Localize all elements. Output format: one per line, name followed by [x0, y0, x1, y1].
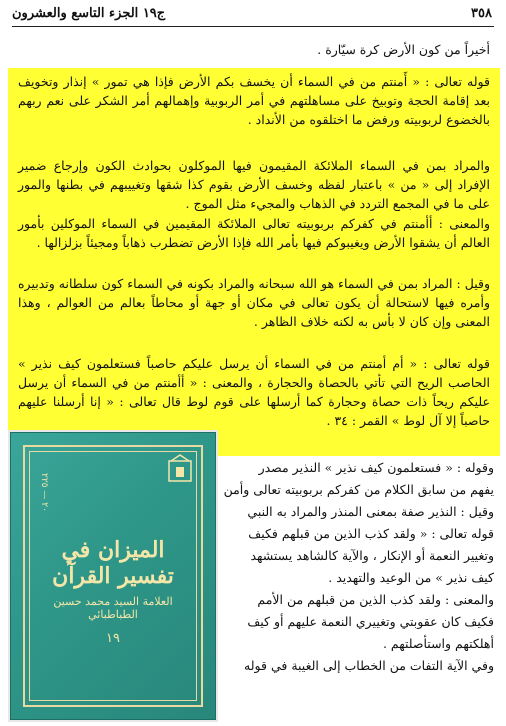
- book-cover-image: [10, 432, 216, 720]
- lower-line: فكيف كان عقوبتي وتغييري النعمة عليهم أو كيف: [247, 614, 494, 629]
- publisher-emblem-icon: [167, 453, 193, 483]
- cover-title-block: [41, 537, 185, 646]
- lower-line: والمعنى : ولقد كذب الذين من قبلهم من الأمم: [257, 592, 494, 607]
- paragraph-2: والمراد بمن في السماء الملائكة المقيمون فيها الموكلون بحوادث الكون وإرجاع ضمير الإفراد إلى « من » باعتبار لفظه وخسف الأرض بقوم كذا شقها وتغييبهم في بطنها والمور على ما في المجمع التردد في الذهاب والمجيء مثل الموج .: [18, 158, 490, 211]
- lower-line: كيف نذير » من الوعيد والتهديد .: [328, 570, 494, 585]
- page-number: ٣٥٨: [471, 6, 492, 21]
- paragraph-3: والمعنى : أأمنتم في كفركم بربوبيته تعالى الملائكة المقيمين في السماء الموكلين بأمور العالم أن يشقوا الأرض ويغيبوكم فيها بأمر الله فإذا الأرض تضطرب ذهاباً ومجيئاً بزلزالها .: [18, 216, 490, 250]
- paragraph-5: قوله تعالى : « أم أمنتم من في السماء أن يرسل عليكم حاصباً فستعلمون كيف نذير » الحاصب الريح التي تأتي بالحصاة والحجارة ، والمعنى : « أأمنتم من في السماء أن يرسل عليكم ريحاً ذات حصاة وحجارة كما أرسلها على قوم لوط قال تعالى : « إنا أرسلنا عليهم حاصباً إلا آل لوط » القمر : ٣٤ .: [18, 356, 490, 428]
- intro-line: أخيراً من كون الأرض كرة سيّارة .: [317, 42, 490, 57]
- page-header: [0, 0, 506, 30]
- lower-text: [206, 458, 494, 678]
- lower-line: وقوله : « فستعلمون كيف نذير » النذير مصدر: [258, 460, 494, 475]
- lower-line: وقيل : النذير صفة بمعنى المنذر والمراد به النبي: [247, 504, 494, 519]
- lower-line: أهلكتهم واستأصلتهم .: [382, 636, 494, 651]
- highlighted-section: [8, 68, 500, 456]
- cover-volume: ١٩: [106, 631, 120, 646]
- paragraph-1: قوله تعالى : « أَمنتم من في السماء أن يخسف بكم الأرض فإذا هي تمور » إنذار وتخويف بعد إقامة الحجة وتوبيخ على مساهلتهم في أمر الربوبية وإهمالهم أمر الشكر على نعم ربهم بالخضوع لربوبيته ورفض ما اختلقوه من الأنداد .: [18, 74, 490, 127]
- cover-side-text: ٢٠ — ٢٢٥: [39, 473, 49, 512]
- paragraph-4: وقيل : المراد بمن في السماء هو الله سبحانه والمراد بكونه في السماء كون سلطانه وتدبيره وأمره فيها لاستحالة أن يكون تعالى في مكان أو جهة أو محاطاً بعالم من العوالم ، وهذا المعنى وإن كان لا بأس به لكنه خلاف الظاهر .: [18, 276, 490, 329]
- header-rule: [12, 26, 494, 27]
- lower-line: يفهم من سابق الكلام من كفركم بربوبيته تعالى وأمن: [223, 482, 494, 497]
- lower-line: وفي الآية التفات من الخطاب إلى الغيبة في قوله: [244, 658, 494, 673]
- volume-label: ج١٩ الجزء التاسع والعشرون: [12, 6, 166, 21]
- cover-title: الميزان في تفسير القرآن: [52, 537, 174, 589]
- cover-author: العلامة السيد محمد حسين الطباطبائي: [53, 595, 173, 621]
- lower-line: وتغيير النعمة أو الإنكار ، والآية كالشاهد يستشهد: [250, 548, 494, 563]
- lower-line: قوله تعالى : « ولقد كذب الذين من قبلهم فكيف: [248, 526, 494, 541]
